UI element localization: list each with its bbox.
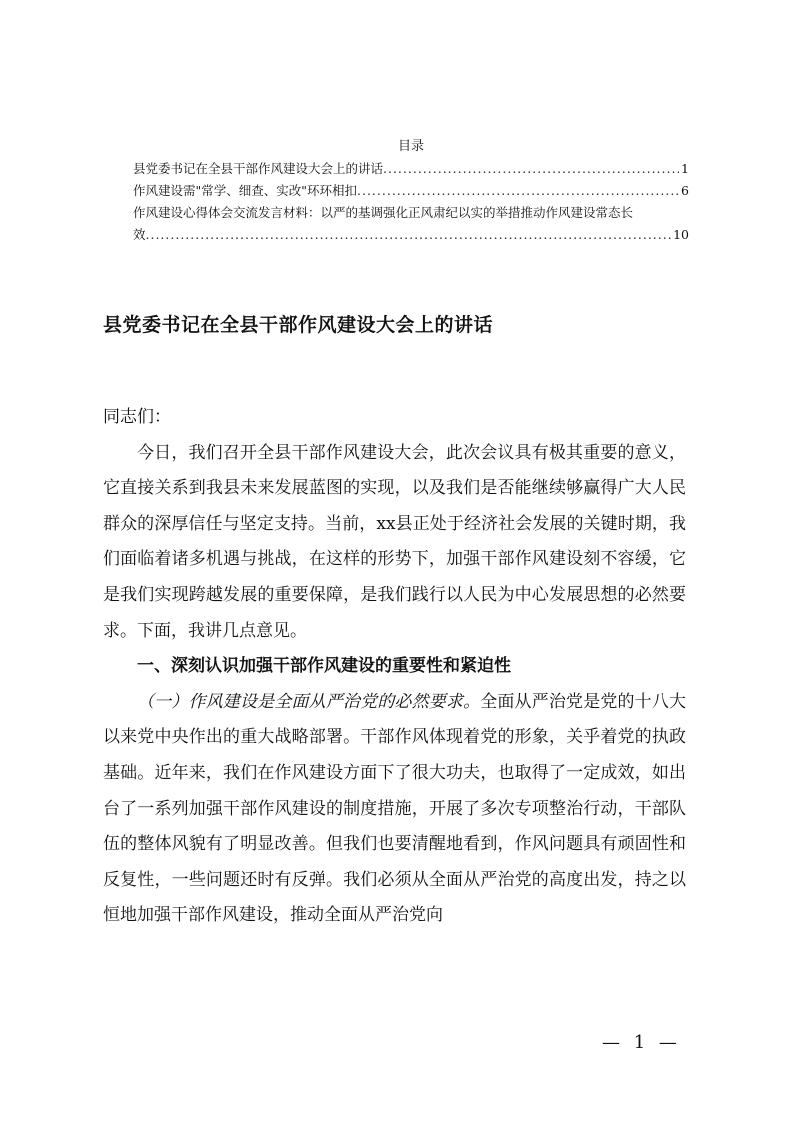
toc-entry-text-cont: 效 xyxy=(133,227,146,242)
toc-entry[interactable] xyxy=(133,202,689,246)
salutation: 同志们： xyxy=(103,407,171,427)
toc-title: 目录 xyxy=(397,139,424,154)
section-heading: 一、深刻认识加强干部作风建设的重要性和紧迫性 xyxy=(137,656,511,677)
subsection-body: 全面从严治党是党的十八大以来党中央作出的重大战略部署。干部作风体现着党的形象，关乎着党的执政基础。近年来，我们在作风建设方面下了很大功夫，也取得了一定成效，如出台了一系列加强干部作风建设的制度措施，开展了多次专项整治行动，干部队伍的整体风貌有了明显改善。但我们也要清醒地看到，作风问题具有顽固性和反复性，一些问题还时有反弹。我们必须从全面从严治党的高度出发，持之以恒地加强干部作风建设，推动全面从严治党向 xyxy=(103,691,687,926)
paragraph-intro: 今日，我们召开全县干部作风建设大会，此次会议具有极其重要的意义，它直接关系到我县未来发展蓝图的实现，以及我们是否能继续够赢得广大人民群众的深厚信任与坚定支持。当前，xx县正处于经济社会发展的关键时期，我们面临着诸多机遇与挑战，在这样的形势下，加强干部作风建设刻不容缓，它是我们实现跨越发展的重要保障，是我们践行以人民为中心发展思想的必然要求。下面，我讲几点意见。 xyxy=(103,442,686,641)
document-title: 县党委书记在全县干部作风建设大会上的讲话 xyxy=(103,314,494,336)
toc-entry-text: 作风建设需"常学、细查、实改"环环相扣 xyxy=(133,183,357,198)
toc-entry-page: 10 xyxy=(673,227,689,242)
toc-entry-text: 县党委书记在全县干部作风建设大会上的讲话 xyxy=(133,161,384,176)
paragraph-sub1 xyxy=(103,685,686,934)
toc-entry-page: 6 xyxy=(681,183,689,198)
toc-entry[interactable] xyxy=(133,158,689,180)
table-of-contents xyxy=(133,136,689,246)
toc-entry-text: 作风建设心得体会交流发言材料：以严的基调强化正风肃纪以实的举措推动作风建设常态长 xyxy=(133,205,634,220)
toc-entry-page: 1 xyxy=(681,161,689,176)
toc-leader-dots xyxy=(383,158,679,180)
toc-leader-dots xyxy=(146,224,672,246)
subsection-lead: （一）作风建设是全面从严治党的必然要求。 xyxy=(137,691,481,712)
page-number: — 1 — xyxy=(602,1032,681,1053)
document-body xyxy=(103,400,686,934)
toc-entry[interactable] xyxy=(133,180,689,202)
toc-leader-dots xyxy=(357,180,679,202)
